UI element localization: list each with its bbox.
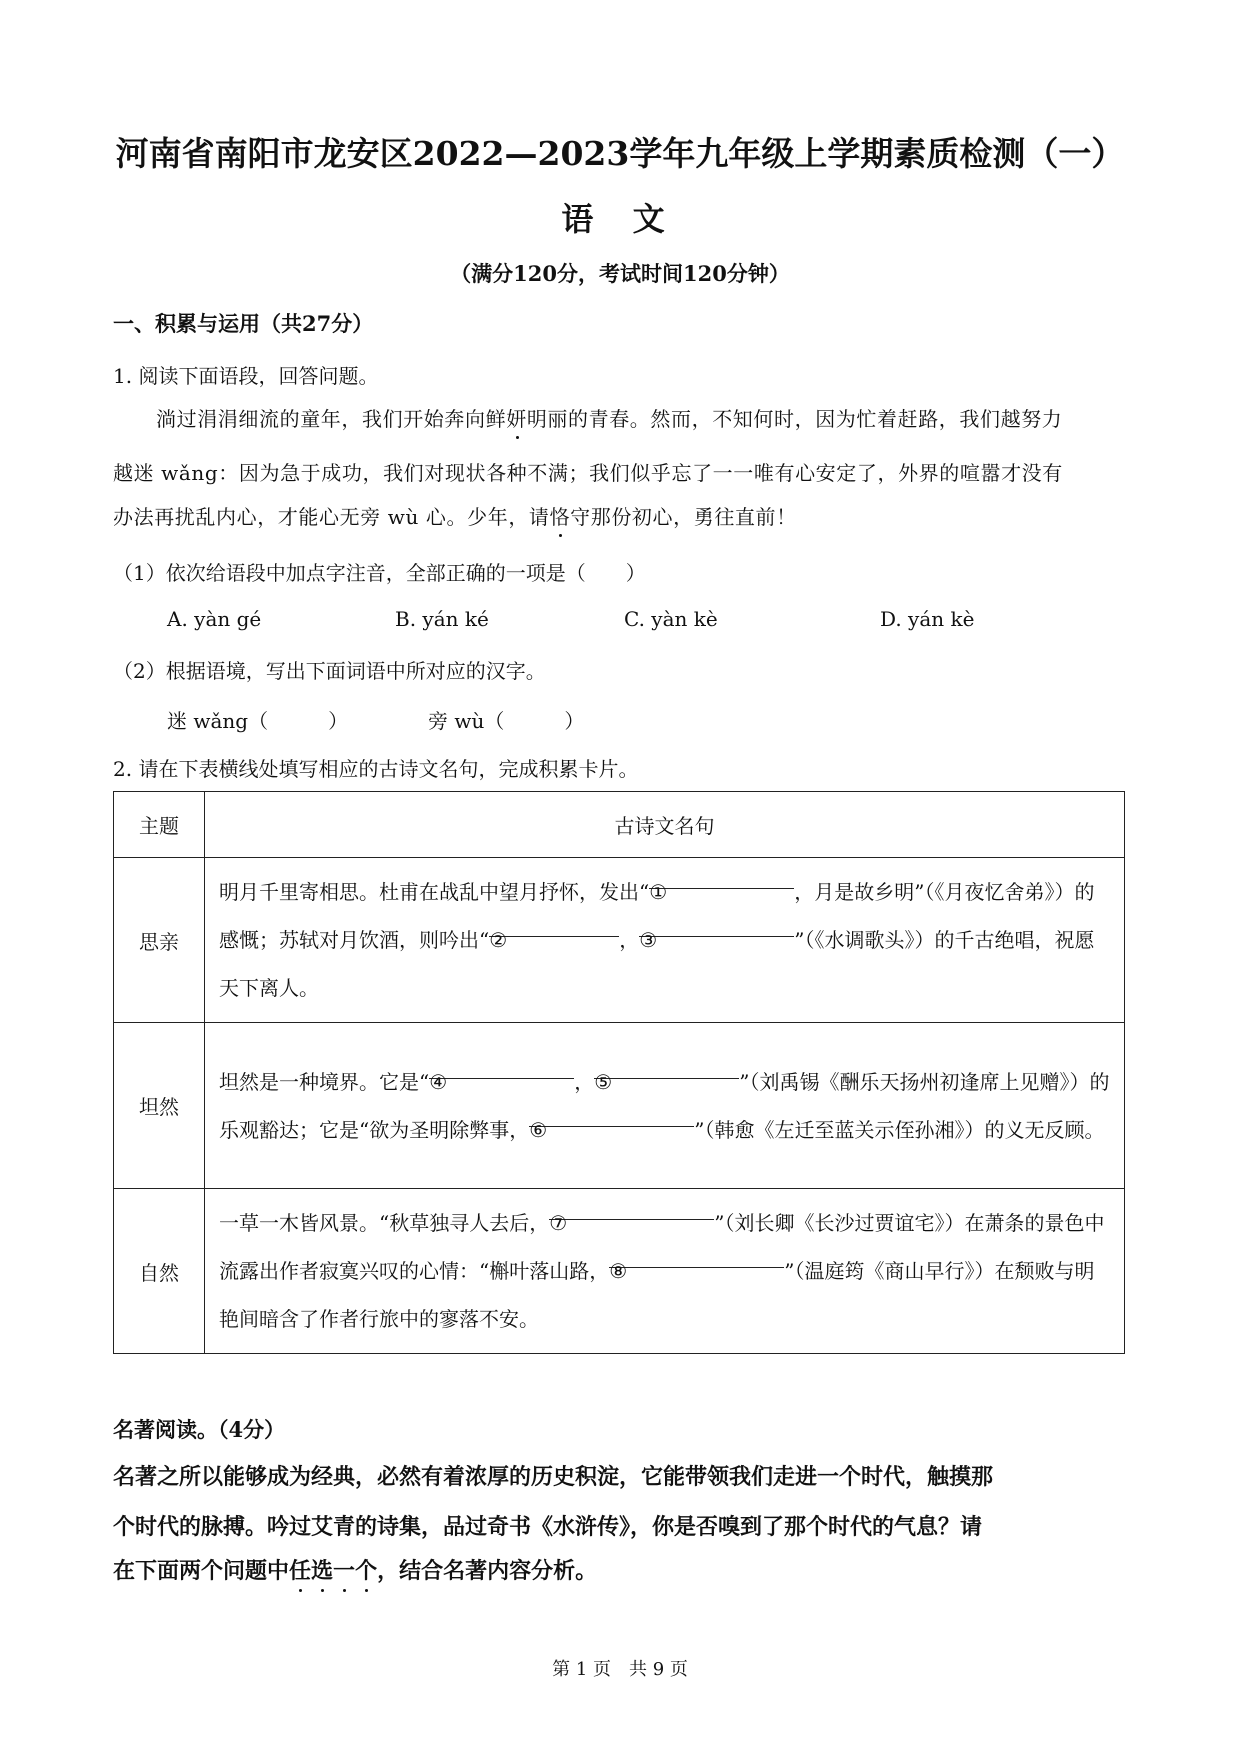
blank-number: ⑥ bbox=[529, 1117, 548, 1142]
option-c: C. yàn kè bbox=[624, 607, 718, 631]
text: ，月是故乡明”（《月夜忆舍弟》）的感慨；苏轼对月饮酒，则吟出“ bbox=[219, 880, 1095, 952]
blank-number: ② bbox=[489, 928, 508, 952]
mingzhu-heading: 名著阅读。（4分） bbox=[113, 1417, 286, 1442]
q1-prompt: 1. 阅读下面语段，回答问题。 bbox=[113, 364, 379, 388]
dotted-char: 选 bbox=[311, 1558, 334, 1584]
header-verses: 古诗文名句 bbox=[205, 792, 1125, 858]
text: 守那份初心，勇往直前！ bbox=[570, 505, 797, 529]
dotted-char: 恪 bbox=[549, 505, 571, 529]
q1-sub2: （2）根据语境，写出下面词语中所对应的汉字。 bbox=[113, 659, 546, 683]
text: 明丽的青春。然而，不知何时，因为忙着赶路，我们越努力 bbox=[526, 407, 1063, 431]
text: 在下面两个问题中 bbox=[113, 1558, 290, 1584]
option-d: D. yán kè bbox=[880, 607, 975, 631]
q1-para-line2: 越迷 wǎng：因为急于成功，我们对现状各种不满；我们似乎忘了一一唯有心安定了，外界的喧嚣才没有 bbox=[113, 461, 1063, 485]
verse-cell bbox=[205, 1189, 1125, 1354]
fill-wu: 旁 wù（ ） bbox=[428, 709, 585, 733]
blank-1[interactable] bbox=[649, 868, 794, 904]
dotted-char: 一 bbox=[333, 1558, 356, 1584]
dotted-char: 任 bbox=[289, 1558, 312, 1584]
blank-number: ⑦ bbox=[549, 1211, 568, 1235]
text: ， bbox=[574, 1069, 595, 1094]
dotted-char: 个 bbox=[355, 1558, 378, 1584]
q1-para-line1 bbox=[156, 403, 1062, 432]
table-row bbox=[114, 858, 1125, 1023]
text: ”（《水调歌头》）的千古绝唱，祝愿天下离人。 bbox=[219, 928, 1095, 1000]
text: ”（韩愈《左迁至蓝关示侄孙湘》）的义无反顾。 bbox=[694, 1117, 1105, 1142]
exam-title: 河南省南阳市龙安区2022—2023学年九年级上学期素质检测（一） bbox=[115, 134, 1125, 173]
subject-title: 语 文 bbox=[561, 200, 679, 238]
fill-wang: 迷 wǎng（ ） bbox=[167, 709, 349, 733]
option-b: B. yán ké bbox=[395, 607, 489, 631]
blank-2[interactable] bbox=[489, 916, 619, 952]
text: 办法再扰乱内心，才能心无旁 wù 心。少年，请 bbox=[113, 505, 550, 529]
q2-prompt: 2. 请在下表横线处填写相应的古诗文名句，完成积累卡片。 bbox=[113, 757, 639, 781]
text: 淌过涓涓细流的童年，我们开始奔向鲜 bbox=[156, 407, 507, 431]
text: ”（刘长卿《长沙过贾谊宅》）在萧条的景色中流露出作者寂寞兴叹的心情：“槲叶落山路， bbox=[219, 1211, 1105, 1283]
verse-cell bbox=[205, 1023, 1125, 1189]
text: ， bbox=[619, 928, 640, 952]
q1-para-line3 bbox=[113, 501, 797, 530]
table-row bbox=[114, 1189, 1125, 1354]
dotted-char: 妍 bbox=[506, 407, 527, 431]
mingzhu-line3 bbox=[113, 1554, 597, 1585]
blank-7[interactable] bbox=[549, 1199, 714, 1235]
text: ，结合名著内容分析。 bbox=[377, 1558, 598, 1584]
text: ”（温庭筠《商山早行》）在颓败与明艳间暗含了作者行旅中的寥落不安。 bbox=[219, 1259, 1095, 1331]
blank-5[interactable] bbox=[594, 1058, 739, 1094]
section-heading: 一、积累与运用（共27分） bbox=[113, 311, 374, 336]
mingzhu-line2: 个时代的脉搏。吟过艾青的诗集，品过奇书《水浒传》，你是否嗅到了那个时代的气息？请 bbox=[113, 1514, 983, 1540]
blank-8[interactable] bbox=[609, 1247, 784, 1283]
theme-cell: 坦然 bbox=[114, 1023, 205, 1189]
page-footer: 第 1 页 共 9 页 bbox=[552, 1659, 688, 1680]
header-theme: 主题 bbox=[114, 792, 205, 858]
blank-number: ① bbox=[649, 880, 668, 904]
poetry-card-table bbox=[113, 791, 1125, 1354]
option-a: A. yàn gé bbox=[167, 607, 262, 631]
verse-cell bbox=[205, 858, 1125, 1023]
table-header-row bbox=[114, 792, 1125, 858]
exam-note: （满分120分，考试时间120分钟） bbox=[450, 261, 790, 286]
theme-cell: 自然 bbox=[114, 1189, 205, 1354]
table-row bbox=[114, 1023, 1125, 1189]
mingzhu-line1: 名著之所以能够成为经典，必然有着浓厚的历史积淀，它能带领我们走进一个时代，触摸那 bbox=[113, 1464, 994, 1490]
text: ”（刘禹锡《酬乐天扬州初逢席上见赠》）的乐观豁达；它是“欲为圣明除弊事， bbox=[219, 1069, 1110, 1142]
blank-number: ③ bbox=[639, 928, 658, 952]
text: 明月千里寄相思。杜甫在战乱中望月抒怀，发出“ bbox=[219, 880, 650, 904]
blank-number: ⑧ bbox=[609, 1259, 628, 1283]
text: 一草一木皆风景。“秋草独寻人去后， bbox=[219, 1211, 550, 1235]
blank-3[interactable] bbox=[639, 916, 794, 952]
blank-number: ⑤ bbox=[594, 1069, 613, 1094]
text: 坦然是一种境界。它是“ bbox=[219, 1069, 430, 1094]
blank-number: ④ bbox=[429, 1069, 448, 1094]
blank-6[interactable] bbox=[529, 1106, 694, 1142]
q1-sub1: （1）依次给语段中加点字注音，全部正确的一项是（ ） bbox=[113, 561, 646, 585]
blank-4[interactable] bbox=[429, 1058, 574, 1094]
theme-cell: 思亲 bbox=[114, 858, 205, 1023]
